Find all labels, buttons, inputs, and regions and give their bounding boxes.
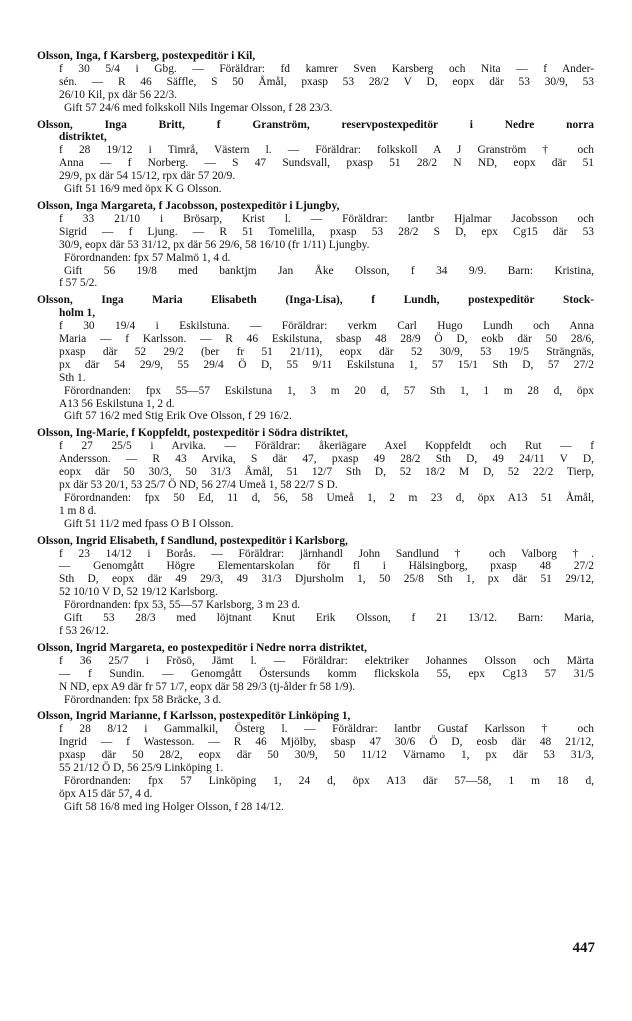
entry-text-line: Förordnanden: fpx 53, 55—57 Karlsborg, 3 m 23 d. <box>64 599 301 612</box>
entry-text-line: Förordnanden: fpx 57 Linköping 1, 24 d, öpx A13 där 57—58, 1 m 18 d, <box>64 774 594 787</box>
entry-heading-line: Olsson, Inga, f Karsberg, postexpeditör i Kil, <box>37 50 256 62</box>
register-entry <box>37 200 594 290</box>
entry-text-line: pxasp där 52 29/2 (ber fr 51 21/11), eopx där 52 30/9, 53 19/5 Strängnäs, <box>59 345 594 358</box>
entry-heading-line: Olsson, Inga Margareta, f Jacobsson, postexpeditör i Ljungby, <box>37 199 340 212</box>
entry-text-line: Gift 58 16/8 med ing Holger Olsson, f 28 14/12. <box>64 800 284 813</box>
entry-text-line: f 23 14/12 i Borås. — Föräldrar: järnhandl John Sandlund † och Valborg †. <box>59 547 594 560</box>
register-entry <box>37 427 594 530</box>
entry-text-line: 26/10 Kil, px där 56 22/3. <box>59 88 178 101</box>
entry-text-line: f 27 25/5 i Arvika. — Föräldrar: åkeriägare Axel Koppfeldt och Rut — f <box>59 440 594 453</box>
entry-heading-line: Olsson, Inga Britt, f Granström, reservpostexpeditör i Nedre norra <box>37 118 594 131</box>
entry-heading-line: distriktet, <box>59 131 107 144</box>
entry-text-line: Förordnanden: fpx 55—57 Eskilstuna 1, 3 m 20 d, 57 Sth 1, 1 m 28 d, öpx <box>64 384 594 397</box>
entry-text-line: N ND, epx A9 där fr 57 1/7, eopx där 58 29/3 (tj-ålder fr 58 1/9). <box>59 680 356 693</box>
entry-text-line: — f Sundin. — Genomgått Östersunds komm flickskola 55, epx Cg13 57 31/5 <box>59 667 594 680</box>
entry-text-line: Sth D, eopx där 49 29/3, 49 31/3 Djursholm 1, 50 25/8 Sth 1, px där 51 29/12, <box>59 573 594 586</box>
entry-text-line: px där 53 20/1, 53 25/7 Ö ND, 56 27/4 Umeå 1, 58 22/7 S D. <box>59 479 338 491</box>
entry-text-line: 1 m 8 d. <box>59 504 97 517</box>
entry-text-line: Gift 57 16/2 med Stig Erik Ove Olsson, f 29 16/2. <box>64 410 292 423</box>
entry-text-line: Förordnanden: fpx 50 Ed, 11 d, 56, 58 Umeå 1, 2 m 23 d, öpx A13 51 Åmål, <box>64 491 594 504</box>
entry-heading-line: holm 1, <box>59 307 96 320</box>
entry-heading-line: Olsson, Ingrid Margareta, eo postexpeditör i Nedre norra distriktet, <box>37 641 367 654</box>
register-entry <box>37 294 594 423</box>
entry-text-line: sén. — R 46 Säffle, S 50 Åmål, pxasp 53 28/2 V D, eopx där 53 30/9, 53 <box>59 75 594 88</box>
entry-text-line: Gift 51 11/2 med fpass O B I Olsson. <box>64 517 234 530</box>
entry-text-line: A13 56 Eskilstuna 1, 2 d. <box>59 397 175 410</box>
entry-text-line: f 30 19/4 i Eskilstuna. — Föräldrar: verkm Carl Hugo Lundh och Anna <box>59 320 594 333</box>
entry-text-line: Ingrid — f Wastesson. — R 46 Mjölby, sbasp 47 30/6 Ö D, eosb där 48 21/12, <box>59 736 594 749</box>
entry-text-line: f 30 5/4 i Gbg. — Föräldrar: fd kamrer Sven Karsberg och Nita — f Ander- <box>59 62 594 75</box>
register-entries <box>37 50 594 814</box>
entry-text-line: pxasp där 50 28/2, eopx där 50 30/9, 50 11/12 Värnamo 1, px där 53 31/3, <box>59 749 594 762</box>
entry-text-line: f 33 21/10 i Brösarp, Krist l. — Föräldrar: lantbr Hjalmar Jacobsson och <box>59 212 594 225</box>
entry-heading-line: Olsson, Ing-Marie, f Koppfeldt, postexpeditör i Södra distriktet, <box>37 427 348 440</box>
entry-text-line: — Genomgått Högre Elementarskolan för fl i Hälsingborg, pxasp 48 27/2 <box>59 560 594 573</box>
entry-text-line: f 57 5/2. <box>59 277 98 290</box>
entry-text-line: Gift 57 24/6 med folkskoll Nils Ingemar Olsson, f 28 23/3. <box>64 101 333 114</box>
entry-text-line: f 28 19/12 i Timrå, Västern l. — Föräldrar: folkskoll A J Granström † och <box>59 144 594 157</box>
entry-text-line: Anna — f Norberg. — S 47 Sundsvall, pxasp 51 28/2 N ND, eopx där 51 <box>59 157 594 170</box>
entry-text-line: px där 54 29/9, 55 29/4 Ö D, 55 9/11 Eskilstuna 1, 57 15/1 Sth D, 57 27/2 <box>59 358 594 371</box>
entry-text-line: Gift 56 19/8 med banktjm Jan Åke Olsson, f 34 9/9. Barn: Kristina, <box>64 264 594 277</box>
entry-text-line: Sth 1. <box>59 371 86 384</box>
page-number: 447 <box>572 940 595 956</box>
register-entry <box>37 119 594 196</box>
entry-text-line: 30/9, eopx där 53 31/12, px där 56 29/6, 58 16/10 (fr 1/11) Ljungby. <box>59 238 370 251</box>
entry-text-line: f 53 26/12. <box>59 624 109 637</box>
entry-text-line: öpx A15 där 57, 4 d. <box>59 787 153 800</box>
entry-text-line: Gift 53 28/3 med löjtnant Knut Erik Olsson, f 21 13/12. Barn: Maria, <box>64 612 594 625</box>
entry-text-line: Förordnanden: fpx 58 Bräcke, 3 d. <box>64 693 222 706</box>
register-entry <box>37 50 594 115</box>
register-entry <box>37 710 594 813</box>
entry-text-line: 55 21/12 Ö D, 56 25/9 Linköping 1. <box>59 762 224 775</box>
entry-text-line: Förordnanden: fpx 57 Malmö 1, 4 d. <box>64 251 231 264</box>
register-entry <box>37 642 594 707</box>
entry-text-line: eopx där 50 30/3, 50 31/3 Åmål, 51 12/7 Sth D, 52 18/2 M D, 52 22/2 Tierp, <box>59 466 594 479</box>
entry-heading-line: Olsson, Ingrid Elisabeth, f Sandlund, postexpeditör i Karlsborg, <box>37 534 348 547</box>
entry-text-line: 29/9, px där 54 15/12, rpx där 57 20/9. <box>59 170 236 183</box>
entry-text-line: Maria — f Karlsson. — R 46 Eskilstuna, sbasp 48 28/9 Ö D, eokb där 50 28/6, <box>59 333 594 346</box>
entry-text-line: f 36 25/7 i Frösö, Jämt l. — Föräldrar: elektriker Johannes Olsson och Märta <box>59 654 594 667</box>
entry-text-line: 52 10/10 V D, 52 19/12 Karlsborg. <box>59 586 218 599</box>
entry-heading-line: Olsson, Ingrid Marianne, f Karlsson, postexpeditör Linköping 1, <box>37 710 351 723</box>
entry-text-line: Sigrid — f Ljung. — R 51 Tomelilla, pxasp 53 28/2 S D, epx Cg15 där 53 <box>59 225 594 238</box>
entry-text-line: Gift 51 16/9 med öpx K G Olsson. <box>64 183 222 196</box>
entry-text-line: Andersson. — R 43 Arvika, S där 47, pxasp 49 28/2 Sth D, 49 24/11 V D, <box>59 453 594 466</box>
register-entry <box>37 535 594 638</box>
entry-heading-line: Olsson, Inga Maria Elisabeth (Inga-Lisa), f Lundh, postexpeditör Stock- <box>37 294 594 307</box>
entry-text-line: f 28 8/12 i Gammalkil, Österg l. — Föräldrar: lantbr Gustaf Karlsson † och <box>59 723 594 736</box>
